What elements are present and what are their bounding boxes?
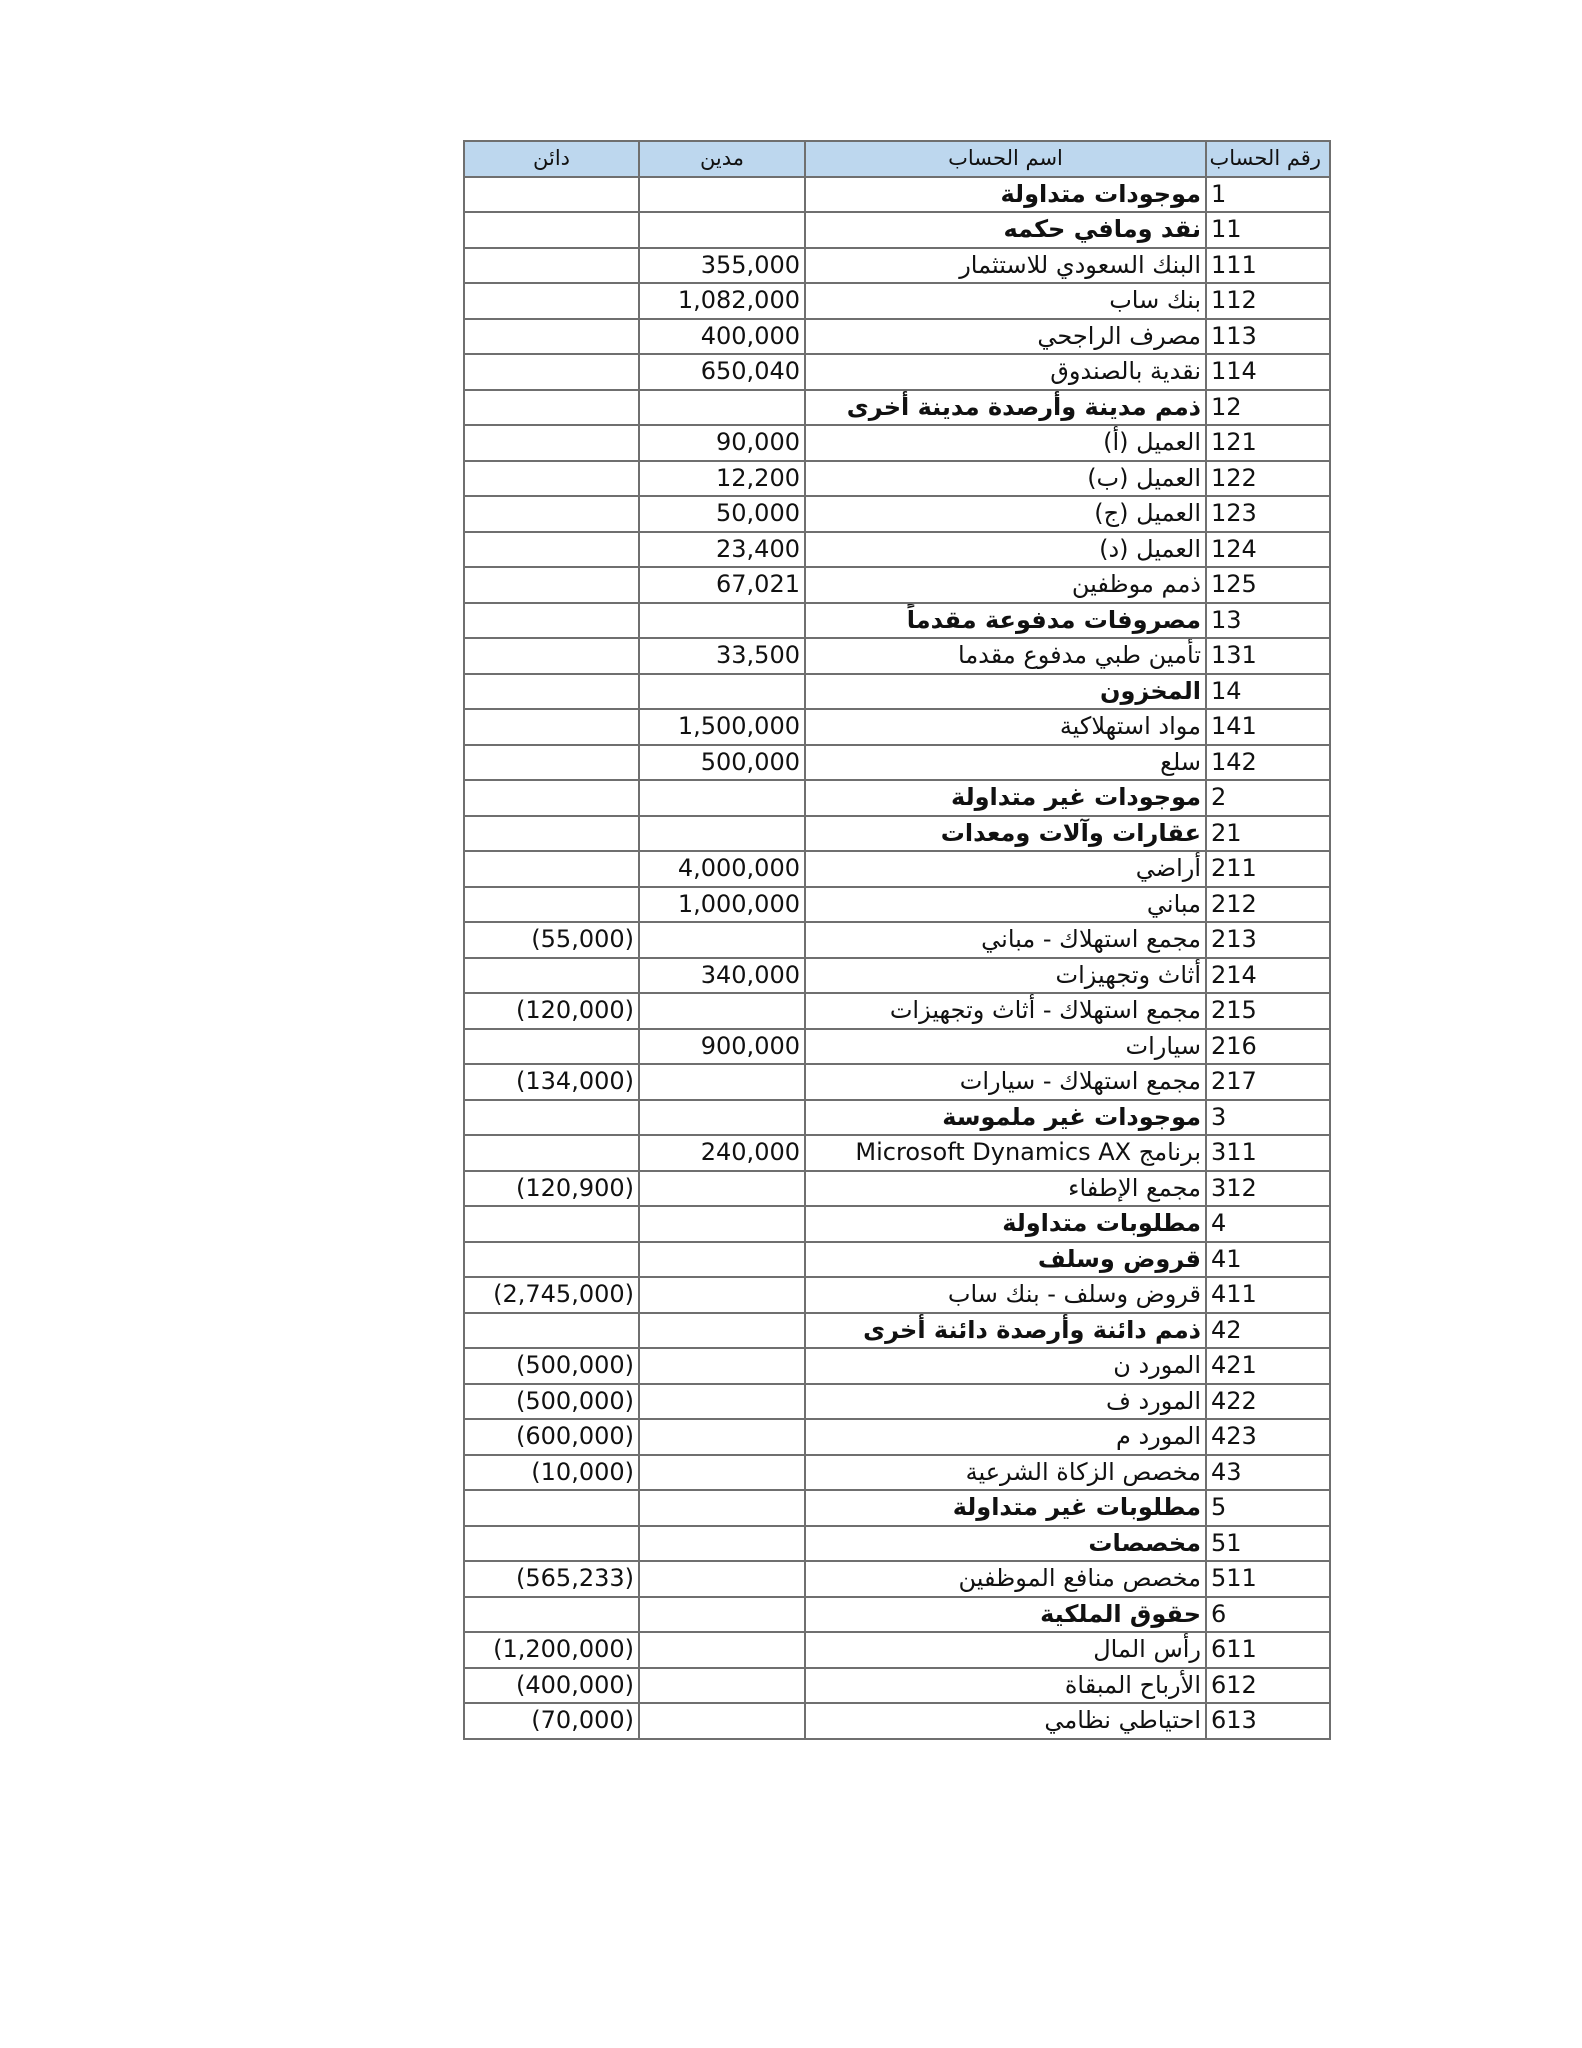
account-name-cell: أراضي: [805, 851, 1206, 887]
credit-cell: [464, 354, 639, 390]
credit-cell: [464, 1135, 639, 1171]
debit-cell: [639, 1277, 805, 1313]
credit-cell: (600,000): [464, 1419, 639, 1455]
account-name-cell: موجودات متداولة: [805, 177, 1206, 213]
credit-cell: [464, 1597, 639, 1633]
account-number-cell: 217: [1206, 1064, 1330, 1100]
debit-cell: [639, 1100, 805, 1136]
account-number-cell: 3: [1206, 1100, 1330, 1136]
credit-cell: [464, 567, 639, 603]
table-row: [464, 1348, 1330, 1384]
debit-cell: [639, 1384, 805, 1420]
credit-cell: [464, 248, 639, 284]
credit-cell: [464, 1490, 639, 1526]
debit-cell: [639, 603, 805, 639]
debit-cell: [639, 1206, 805, 1242]
credit-cell: [464, 390, 639, 426]
table-row: [464, 887, 1330, 923]
credit-cell: [464, 816, 639, 852]
account-name-cell: رأس المال: [805, 1632, 1206, 1668]
table-row: [464, 1632, 1330, 1668]
account-name-cell: مجمع استهلاك - سيارات: [805, 1064, 1206, 1100]
debit-cell: [639, 816, 805, 852]
accounts-table-body: [464, 177, 1330, 1739]
debit-cell: [639, 1242, 805, 1278]
table-row: [464, 1668, 1330, 1704]
debit-cell: [639, 1490, 805, 1526]
table-row: [464, 674, 1330, 710]
account-name-cell: العميل (أ): [805, 425, 1206, 461]
account-name-cell: موجودات غير متداولة: [805, 780, 1206, 816]
table-row: [464, 1135, 1330, 1171]
table-row: [464, 603, 1330, 639]
table-row: [464, 709, 1330, 745]
table-row: [464, 993, 1330, 1029]
table-row: [464, 1100, 1330, 1136]
account-name-cell: المورد ف: [805, 1384, 1206, 1420]
table-row: [464, 816, 1330, 852]
account-number-cell: 111: [1206, 248, 1330, 284]
debit-cell: [639, 1455, 805, 1491]
account-number-cell: 421: [1206, 1348, 1330, 1384]
account-name-cell: حقوق الملكية: [805, 1597, 1206, 1633]
table-row: [464, 496, 1330, 532]
table-row: [464, 1561, 1330, 1597]
account-number-cell: 2: [1206, 780, 1330, 816]
account-number-cell: 131: [1206, 638, 1330, 674]
credit-cell: [464, 780, 639, 816]
account-name-cell: مخصص الزكاة الشرعية: [805, 1455, 1206, 1491]
account-name-cell: احتياطي نظامي: [805, 1703, 1206, 1739]
table-row: [464, 1419, 1330, 1455]
account-name-cell: تأمين طبي مدفوع مقدما: [805, 638, 1206, 674]
account-number-cell: 121: [1206, 425, 1330, 461]
account-name-cell: العميل (ج): [805, 496, 1206, 532]
debit-cell: 23,400: [639, 532, 805, 568]
chart-of-accounts-sheet: [463, 140, 1329, 1740]
credit-cell: [464, 283, 639, 319]
table-row: [464, 461, 1330, 497]
table-row: [464, 1597, 1330, 1633]
debit-cell: [639, 1561, 805, 1597]
credit-cell: (500,000): [464, 1348, 639, 1384]
credit-cell: [464, 1100, 639, 1136]
table-row: [464, 532, 1330, 568]
debit-cell: [639, 1526, 805, 1562]
account-number-cell: 5: [1206, 1490, 1330, 1526]
account-number-cell: 13: [1206, 603, 1330, 639]
table-row: [464, 922, 1330, 958]
table-row: [464, 319, 1330, 355]
account-name-cell: مصرف الراجحي: [805, 319, 1206, 355]
account-number-cell: 1: [1206, 177, 1330, 213]
debit-cell: [639, 212, 805, 248]
credit-cell: (120,900): [464, 1171, 639, 1207]
debit-cell: 67,021: [639, 567, 805, 603]
credit-cell: [464, 638, 639, 674]
credit-cell: [464, 674, 639, 710]
debit-cell: [639, 1171, 805, 1207]
debit-cell: [639, 1348, 805, 1384]
credit-cell: (70,000): [464, 1703, 639, 1739]
account-number-cell: 411: [1206, 1277, 1330, 1313]
account-name-cell: مخصصات: [805, 1526, 1206, 1562]
account-name-cell: سيارات: [805, 1029, 1206, 1065]
table-row: [464, 1171, 1330, 1207]
debit-cell: 4,000,000: [639, 851, 805, 887]
account-number-cell: 6: [1206, 1597, 1330, 1633]
debit-cell: 50,000: [639, 496, 805, 532]
debit-cell: [639, 780, 805, 816]
account-name-cell: ذمم مدينة وأرصدة مدينة أخرى: [805, 390, 1206, 426]
account-number-cell: 422: [1206, 1384, 1330, 1420]
credit-cell: [464, 709, 639, 745]
debit-cell: 90,000: [639, 425, 805, 461]
table-row: [464, 1313, 1330, 1349]
debit-header: مدين: [639, 141, 805, 177]
account-number-cell: 612: [1206, 1668, 1330, 1704]
account-number-cell: 611: [1206, 1632, 1330, 1668]
debit-cell: 12,200: [639, 461, 805, 497]
debit-cell: 400,000: [639, 319, 805, 355]
account-name-cell: مخصص منافع الموظفين: [805, 1561, 1206, 1597]
debit-cell: [639, 390, 805, 426]
table-row: [464, 1455, 1330, 1491]
credit-cell: (565,233): [464, 1561, 639, 1597]
credit-cell: [464, 1313, 639, 1349]
account-name-cell: بنك ساب: [805, 283, 1206, 319]
debit-cell: 340,000: [639, 958, 805, 994]
account-number-cell: 423: [1206, 1419, 1330, 1455]
account-name-cell: العميل (ب): [805, 461, 1206, 497]
account-number-cell: 215: [1206, 993, 1330, 1029]
table-row: [464, 1029, 1330, 1065]
debit-cell: [639, 1064, 805, 1100]
debit-cell: 1,082,000: [639, 283, 805, 319]
account-number-cell: 211: [1206, 851, 1330, 887]
credit-cell: (1,200,000): [464, 1632, 639, 1668]
credit-cell: [464, 319, 639, 355]
debit-cell: [639, 922, 805, 958]
table-row: [464, 745, 1330, 781]
account-name-cell: عقارات وآلات ومعدات: [805, 816, 1206, 852]
table-row: [464, 177, 1330, 213]
account-name-cell: مجمع استهلاك - أثاث وتجهيزات: [805, 993, 1206, 1029]
credit-cell: [464, 851, 639, 887]
debit-cell: [639, 1668, 805, 1704]
debit-cell: 500,000: [639, 745, 805, 781]
account-name-header: اسم الحساب: [805, 141, 1206, 177]
credit-cell: (10,000): [464, 1455, 639, 1491]
account-number-cell: 113: [1206, 319, 1330, 355]
account-number-cell: 42: [1206, 1313, 1330, 1349]
debit-cell: 650,040: [639, 354, 805, 390]
credit-cell: [464, 603, 639, 639]
debit-cell: 900,000: [639, 1029, 805, 1065]
account-name-cell: ذمم موظفين: [805, 567, 1206, 603]
credit-cell: (400,000): [464, 1668, 639, 1704]
table-row: [464, 390, 1330, 426]
table-row: [464, 248, 1330, 284]
debit-cell: [639, 1703, 805, 1739]
credit-cell: (55,000): [464, 922, 639, 958]
account-name-cell: مواد استهلاكية: [805, 709, 1206, 745]
credit-header: دائن: [464, 141, 639, 177]
debit-cell: [639, 1419, 805, 1455]
account-name-cell: أثاث وتجهيزات: [805, 958, 1206, 994]
table-row: [464, 425, 1330, 461]
account-name-cell: نقدية بالصندوق: [805, 354, 1206, 390]
accounts-table: [463, 140, 1331, 1740]
account-number-cell: 613: [1206, 1703, 1330, 1739]
account-number-cell: 214: [1206, 958, 1330, 994]
account-name-cell: نقد ومافي حكمه: [805, 212, 1206, 248]
account-number-cell: 124: [1206, 532, 1330, 568]
table-row: [464, 958, 1330, 994]
credit-cell: [464, 1526, 639, 1562]
credit-cell: [464, 745, 639, 781]
credit-cell: [464, 958, 639, 994]
credit-cell: [464, 1206, 639, 1242]
credit-cell: [464, 496, 639, 532]
table-row: [464, 1064, 1330, 1100]
debit-cell: [639, 177, 805, 213]
debit-cell: [639, 1632, 805, 1668]
account-name-cell: مجمع الإطفاء: [805, 1171, 1206, 1207]
account-number-cell: 216: [1206, 1029, 1330, 1065]
table-row: [464, 1703, 1330, 1739]
account-name-cell: البنك السعودي للاستثمار: [805, 248, 1206, 284]
account-number-cell: 4: [1206, 1206, 1330, 1242]
account-name-cell: برنامج Microsoft Dynamics AX: [805, 1135, 1206, 1171]
credit-cell: [464, 425, 639, 461]
account-name-cell: موجودات غير ملموسة: [805, 1100, 1206, 1136]
account-number-cell: 114: [1206, 354, 1330, 390]
account-number-cell: 12: [1206, 390, 1330, 426]
debit-cell: 355,000: [639, 248, 805, 284]
debit-cell: [639, 993, 805, 1029]
account-number-cell: 41: [1206, 1242, 1330, 1278]
account-name-cell: مجمع استهلاك - مباني: [805, 922, 1206, 958]
account-name-cell: قروض وسلف: [805, 1242, 1206, 1278]
account-number-cell: 141: [1206, 709, 1330, 745]
table-row: [464, 283, 1330, 319]
account-name-cell: المورد ن: [805, 1348, 1206, 1384]
table-row: [464, 1526, 1330, 1562]
table-row: [464, 212, 1330, 248]
account-number-cell: 43: [1206, 1455, 1330, 1491]
table-row: [464, 1206, 1330, 1242]
debit-cell: [639, 1313, 805, 1349]
account-number-cell: 142: [1206, 745, 1330, 781]
account-number-cell: 21: [1206, 816, 1330, 852]
account-name-cell: مصروفات مدفوعة مقدماً: [805, 603, 1206, 639]
account-number-cell: 11: [1206, 212, 1330, 248]
debit-cell: 1,500,000: [639, 709, 805, 745]
credit-cell: [464, 1029, 639, 1065]
table-row: [464, 1384, 1330, 1420]
debit-cell: 240,000: [639, 1135, 805, 1171]
account-name-cell: المورد م: [805, 1419, 1206, 1455]
account-number-cell: 122: [1206, 461, 1330, 497]
account-name-cell: ذمم دائنة وأرصدة دائنة أخرى: [805, 1313, 1206, 1349]
table-row: [464, 567, 1330, 603]
debit-cell: 33,500: [639, 638, 805, 674]
account-number-cell: 213: [1206, 922, 1330, 958]
account-number-cell: 112: [1206, 283, 1330, 319]
account-number-cell: 511: [1206, 1561, 1330, 1597]
debit-cell: [639, 674, 805, 710]
account-name-cell: العميل (د): [805, 532, 1206, 568]
account-number-cell: 212: [1206, 887, 1330, 923]
credit-cell: [464, 177, 639, 213]
table-row: [464, 354, 1330, 390]
table-row: [464, 780, 1330, 816]
account-number-cell: 51: [1206, 1526, 1330, 1562]
credit-cell: (500,000): [464, 1384, 639, 1420]
table-row: [464, 851, 1330, 887]
account-number-cell: 125: [1206, 567, 1330, 603]
account-name-cell: المخزون: [805, 674, 1206, 710]
account-name-cell: مباني: [805, 887, 1206, 923]
account-number-cell: 311: [1206, 1135, 1330, 1171]
table-header-row: [464, 141, 1330, 177]
credit-cell: [464, 212, 639, 248]
account-name-cell: الأرباح المبقاة: [805, 1668, 1206, 1704]
credit-cell: (120,000): [464, 993, 639, 1029]
credit-cell: [464, 532, 639, 568]
account-name-cell: قروض وسلف - بنك ساب: [805, 1277, 1206, 1313]
account-name-cell: سلع: [805, 745, 1206, 781]
account-name-cell: مطلوبات غير متداولة: [805, 1490, 1206, 1526]
account-number-cell: 312: [1206, 1171, 1330, 1207]
account-number-cell: 123: [1206, 496, 1330, 532]
credit-cell: (2,745,000): [464, 1277, 639, 1313]
credit-cell: [464, 887, 639, 923]
account-number-header: رقم الحساب: [1206, 141, 1330, 177]
table-row: [464, 1242, 1330, 1278]
credit-cell: [464, 461, 639, 497]
debit-cell: [639, 1597, 805, 1633]
credit-cell: (134,000): [464, 1064, 639, 1100]
debit-cell: 1,000,000: [639, 887, 805, 923]
table-row: [464, 638, 1330, 674]
account-name-cell: مطلوبات متداولة: [805, 1206, 1206, 1242]
table-row: [464, 1490, 1330, 1526]
account-number-cell: 14: [1206, 674, 1330, 710]
credit-cell: [464, 1242, 639, 1278]
table-row: [464, 1277, 1330, 1313]
